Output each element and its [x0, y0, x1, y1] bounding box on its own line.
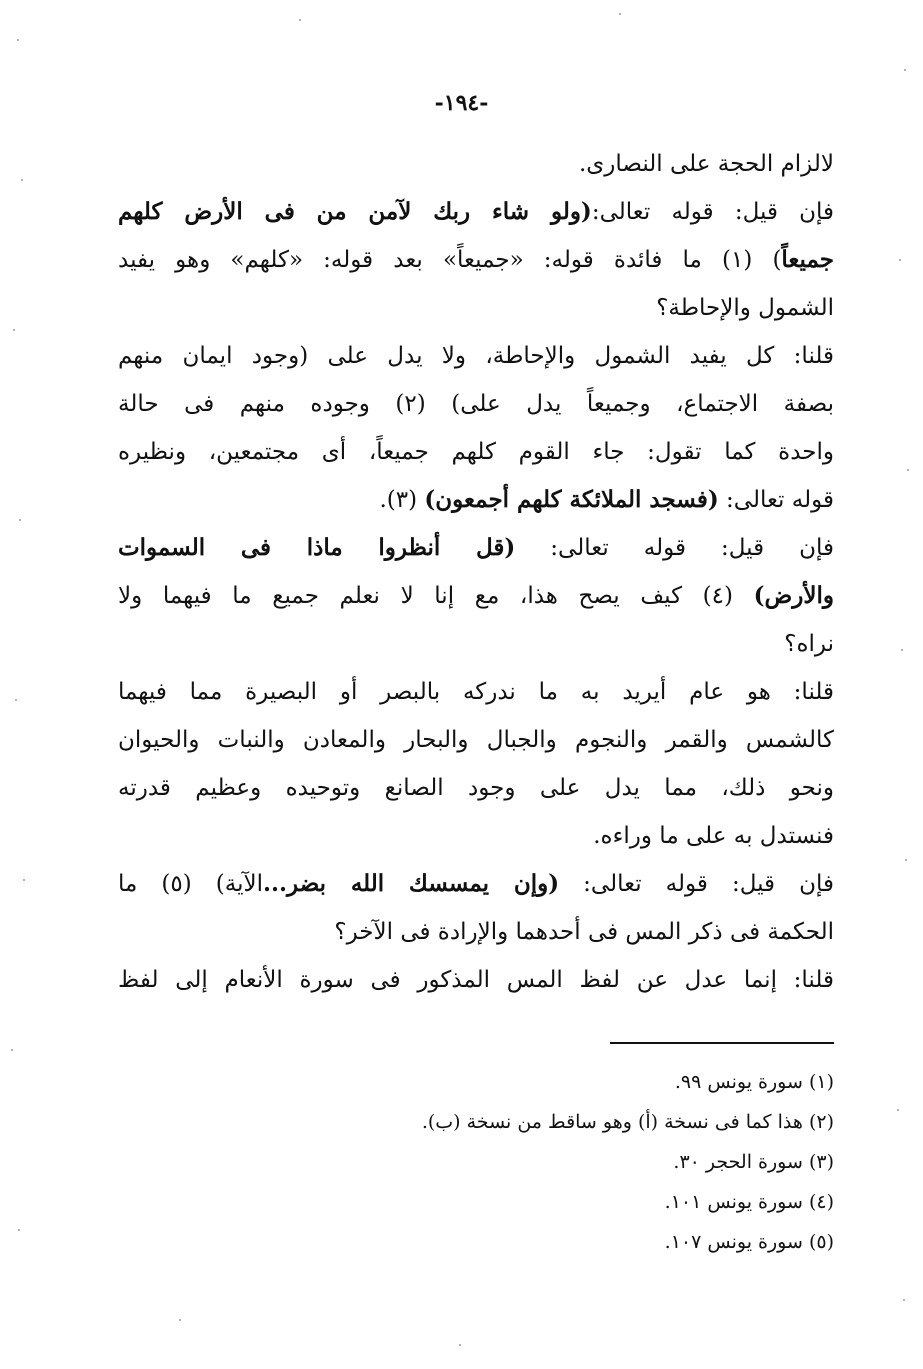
text-line: لالزام الحجة على النصارى. [578, 151, 834, 177]
text-segment: (٣). [379, 487, 425, 513]
page-number: -١٩٤- [434, 90, 489, 116]
text-line [118, 572, 834, 620]
text-line: ونحو ذلك، مما يدل على وجود الصانع وتوحيده وعظيم قدرته [118, 775, 834, 801]
quran-quote: (وإن يمسسك الله بضر... [263, 870, 560, 897]
text-segment: (٤) كيف يصح هذا، مع إنا لا نعلم جميع ما فيهما ولا [118, 583, 754, 609]
text-line: واحدة كما تقول: جاء القوم كلهم جميعاً، أى مجتمعين، ونظيره [118, 439, 834, 465]
text-line: قلنا: هو عام أيريد به ما ندركه بالبصر أو البصيرة مما فيهما [118, 679, 834, 705]
text-line [118, 524, 834, 572]
text-segment: الآية) (٥) ما [118, 871, 263, 897]
text-line: الحكمة فى ذكر المس فى أحدهما والإرادة فى الآخر؟ [334, 919, 834, 945]
text-segment: قوله تعالى: [718, 487, 834, 513]
text-line [118, 236, 834, 284]
text-line: كالشمس والقمر والنجوم والجبال والبحار والمعادن والنبات والحيوان [118, 727, 834, 753]
text-segment: ) (١) ما فائدة قوله: «جميعاً» بعد قوله: «كلهم» وهو يفيد [118, 247, 782, 273]
text-line: الشمول والإحاطة؟ [656, 295, 834, 321]
text-line [118, 188, 834, 236]
quran-quote: جميعاً [781, 246, 834, 273]
quran-quote: (فسجد الملائكة كلهم أجمعون) [424, 486, 719, 513]
text-segment: فإن قيل: قوله تعالى: [559, 871, 834, 897]
footnote: (٤) سورة يونس ١٠١. [664, 1191, 834, 1213]
text-segment: فإن قيل: قوله تعالى: [591, 199, 834, 225]
text-line [118, 476, 834, 524]
quran-quote: (قل أنظروا ماذا فى السموات [118, 534, 516, 561]
quran-quote: (ولو شاء ربك لآمن من فى الأرض كلهم [118, 198, 592, 225]
text-line: نراه؟ [784, 631, 834, 657]
text-line: فنستدل به على ما وراءه. [593, 823, 834, 849]
footnote-separator [610, 1042, 834, 1044]
body-text [118, 140, 834, 1004]
footnote: (٣) سورة الحجر ٣٠. [673, 1151, 834, 1173]
footnotes [421, 1062, 834, 1262]
text-line: قلنا: إنما عدل عن لفظ المس المذكور فى سورة الأنعام إلى لفظ [118, 967, 834, 993]
text-line: قلنا: كل يفيد الشمول والإحاطة، ولا يدل على (وجود ايمان منهم [118, 343, 834, 369]
footnote: (٢) هذا كما فى نسخة (أ) وهو ساقط من نسخة (ب). [421, 1111, 834, 1133]
quran-quote: والأرض) [753, 582, 834, 609]
footnote: (٥) سورة يونس ١٠٧. [664, 1231, 834, 1253]
text-line [118, 860, 834, 908]
text-segment: فإن قيل: قوله تعالى: [515, 535, 834, 561]
footnote: (١) سورة يونس ٩٩. [674, 1071, 834, 1093]
text-line: بصفة الاجتماع، وجميعاً يدل على) (٢) وجوده منهم فى حالة [118, 391, 834, 417]
